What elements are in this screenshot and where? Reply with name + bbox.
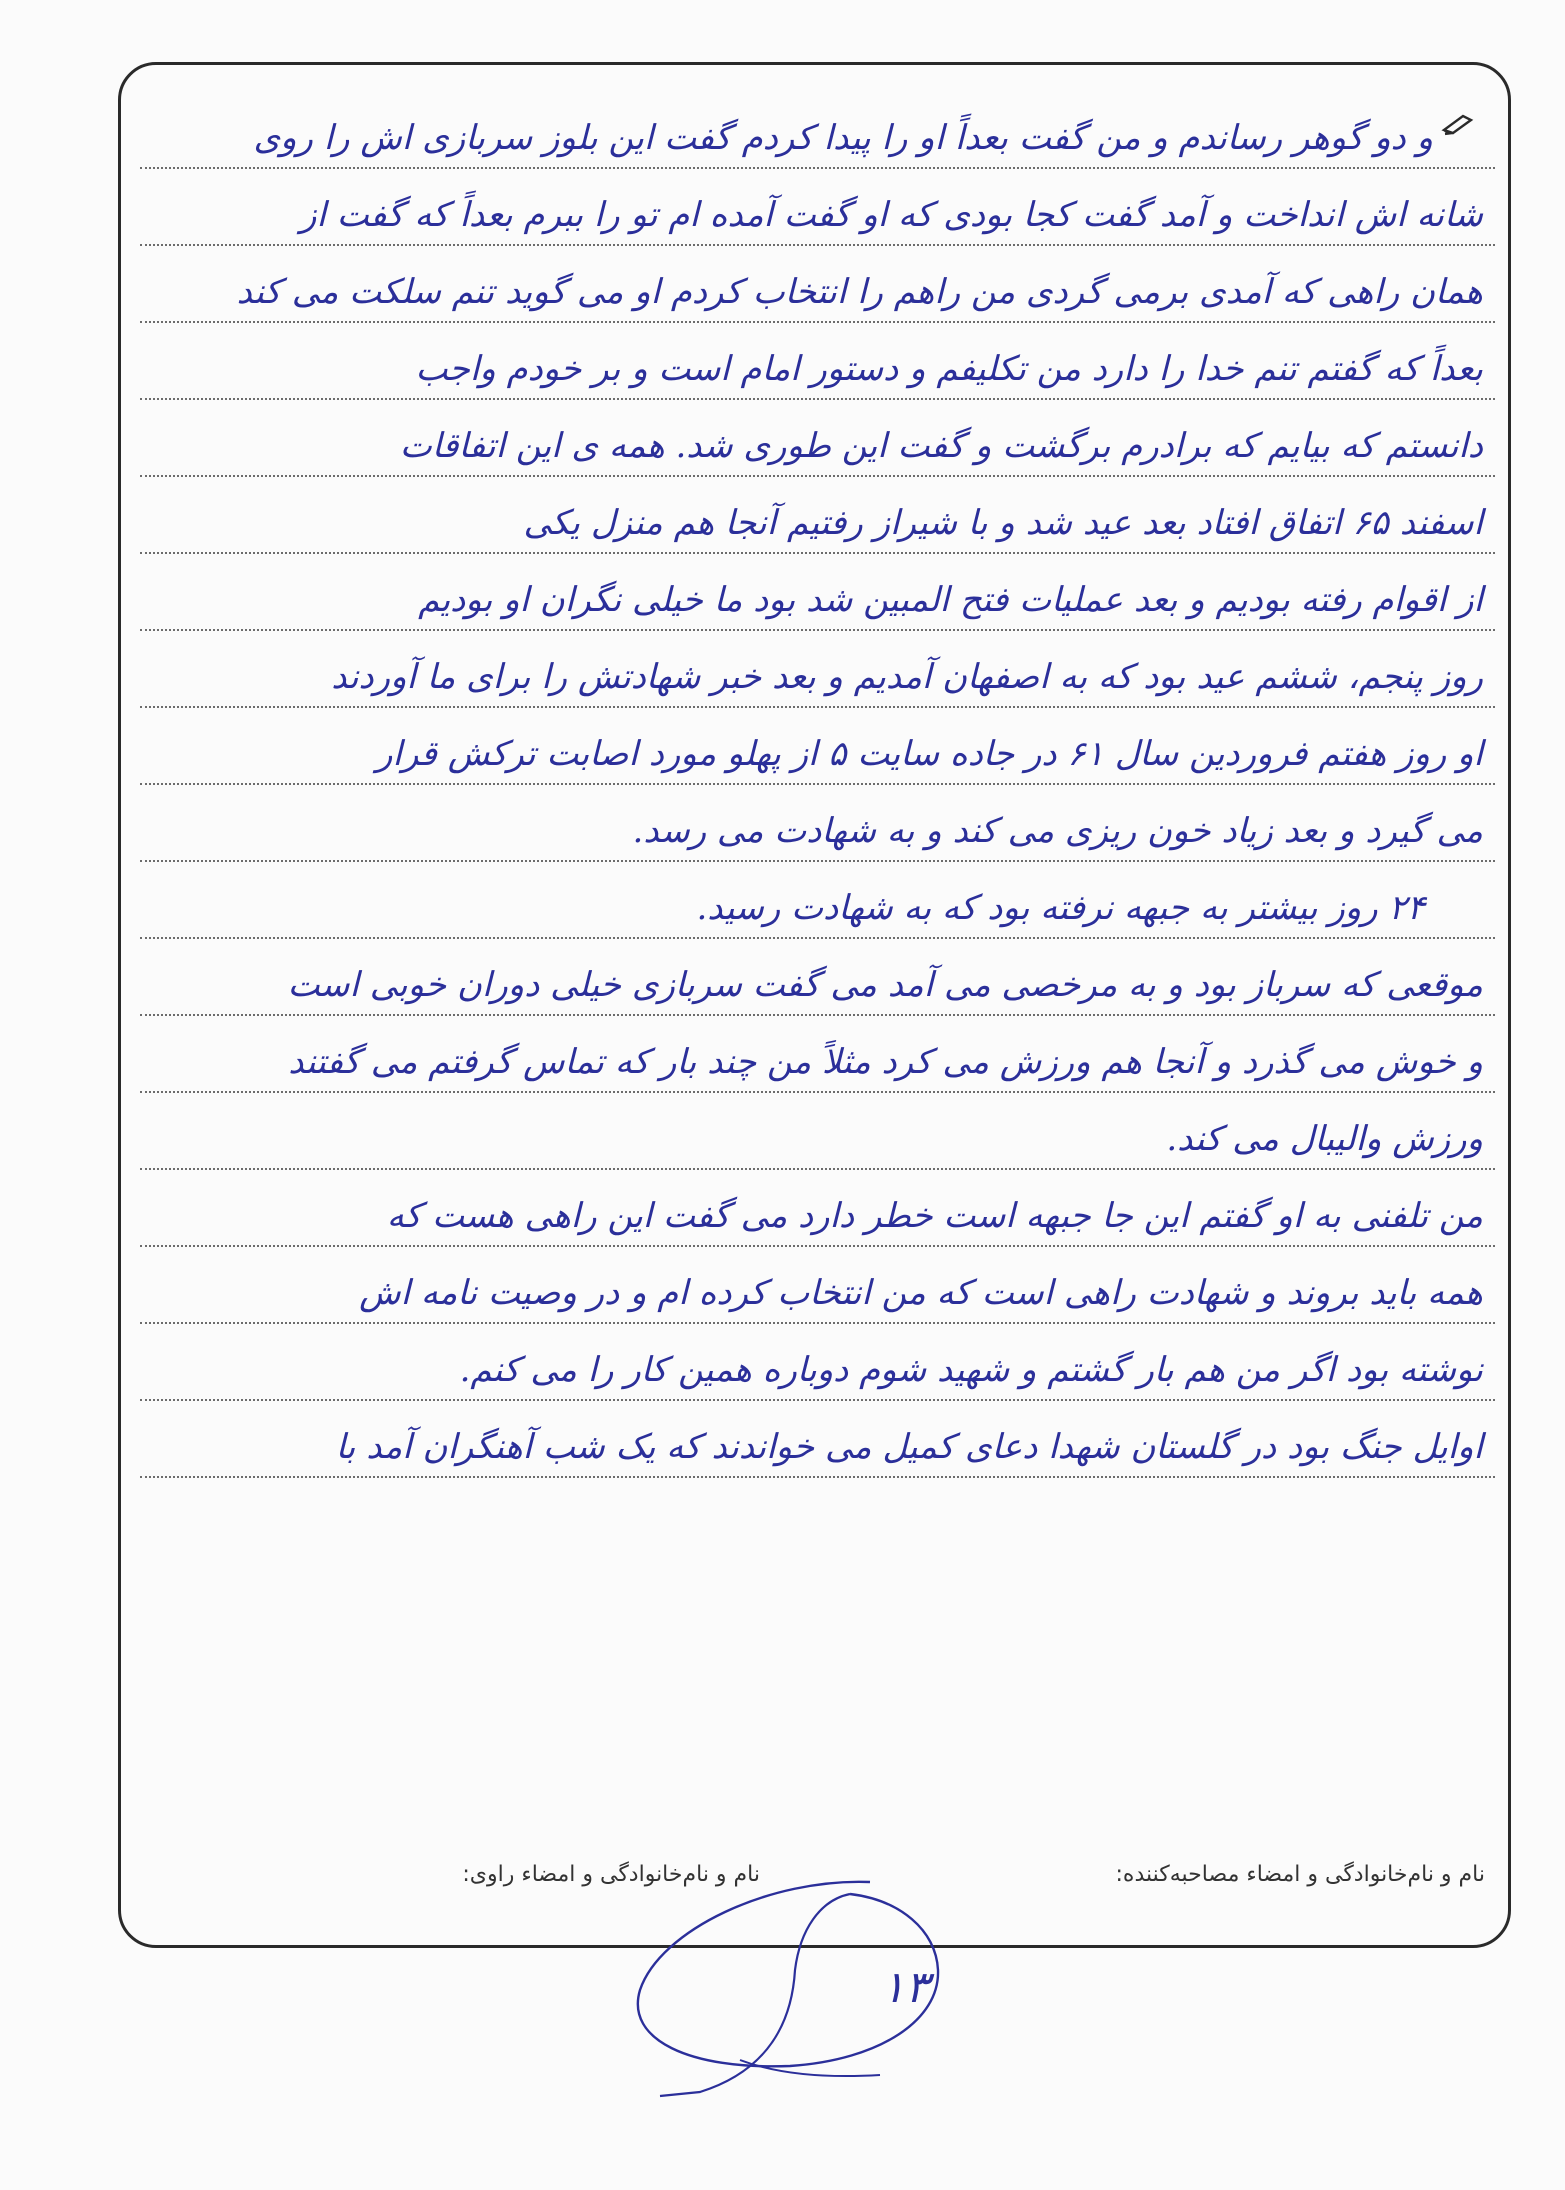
text-line: همان راهی که آمدی برمی گردی من راهم را انتخاب کردم او می گوید تنم سلکت می کند: [140, 246, 1495, 323]
text-line: شانه اش انداخت و آمد گفت کجا بودی که او گفت آمده ام تو را ببرم بعداً که گفت از: [140, 169, 1495, 246]
text-line: می گیرد و بعد زیاد خون ریزی می کند و به شهادت می رسد.: [140, 785, 1495, 862]
text-line: همه باید بروند و شهادت راهی است که من انتخاب کرده ام و در وصیت نامه اش: [140, 1247, 1495, 1324]
text-line: از اقوام رفته بودیم و بعد عملیات فتح المبین شد بود ما خیلی نگران او بودیم: [140, 554, 1495, 631]
text-line: و خوش می گذرد و آنجا هم ورزش می کرد مثلاً من چند بار که تماس گرفتم می گفتند: [140, 1016, 1495, 1093]
text-line: موقعی که سرباز بود و به مرخصی می آمد می گفت سربازی خیلی دوران خوبی است: [140, 939, 1495, 1016]
text-line: نوشته بود اگر من هم بار گشتم و شهید شوم دوباره همین کار را می کنم.: [140, 1324, 1495, 1401]
text-line: روز پنجم، ششم عید بود که به اصفهان آمدیم و بعد خبر شهادتش را برای ما آوردند: [140, 631, 1495, 708]
text-line: و دو گوهر رساندم و من گفت بعداً او را پیدا کردم گفت این بلوز سربازی اش را روی: [140, 92, 1495, 169]
narrator-signature-label: نام و نام‌خانوادگی و امضاء راوی:: [462, 1862, 760, 1887]
text-line: بعداً که گفتم تنم خدا را دارد من تکلیفم و دستور امام است و بر خودم واجب: [140, 323, 1495, 400]
text-line: اسفند ۶۵ اتفاق افتاد بعد عید شد و با شیراز رفتیم آنجا هم منزل یکی: [140, 477, 1495, 554]
text-line: من تلفنی به او گفتم این جا جبهه است خطر دارد می گفت این راهی هست که: [140, 1170, 1495, 1247]
text-line: ورزش والیبال می کند.: [140, 1093, 1495, 1170]
text-line: ۲۴ روز بیشتر به جبهه نرفته بود که به شهادت رسید.: [140, 862, 1495, 939]
interviewer-signature-label: نام و نام‌خانوادگی و امضاء مصاحبه‌کننده:: [1115, 1862, 1485, 1887]
text-line: او روز هفتم فروردین سال ۶۱ در جاده سایت ۵ از پهلو مورد اصابت ترکش قرار: [140, 708, 1495, 785]
text-line: اوایل جنگ بود در گلستان شهدا دعای کمیل می خواندند که یک شب آهنگران آمد با: [140, 1401, 1495, 1478]
text-line: دانستم که بیایم که برادرم برگشت و گفت این طوری شد. همه ی این اتفاقات: [140, 400, 1495, 477]
page-number: ۱۳: [881, 1962, 929, 2013]
handwritten-text: [140, 92, 1495, 1478]
